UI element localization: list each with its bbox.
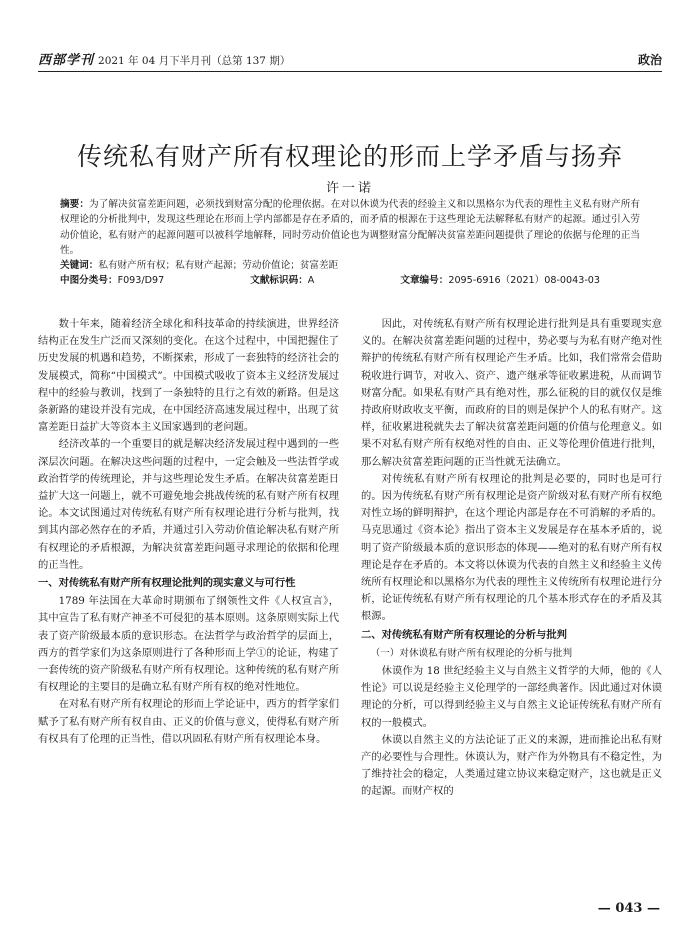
paragraph: 对传统私有财产所有权理论的批判是必要的，同时也是可行的。因为传统私有财产所有权理论是资产阶级对私有财产所有权绝对性立场的鲜明辩护，在这个理论内部是存在不可消解的矛盾的。马克思通过《资本论》指出了资本主义发展是存在基本矛盾的，说明了资产阶级最本质的意识形态的体现——绝对的私有财产所有权理论是存在矛盾的。本文将以休谟为代表的自然主义和经验主义传统所有权理论和以黑格尔为代表的理性主义传统所有权理论进行分析，论证传统私有财产所有权理论的几个基本形式存在的矛盾及其根源。: [361, 472, 662, 623]
paragraph: 在对私有财产所有权理论的形而上学论证中，西方的哲学家们赋予了私有财产所有权自由、正义的价值与意义，使得私有财产所有权具有了伦理的正当性，借以巩固私有财产所有权理论本身。: [38, 698, 339, 745]
doc-code-value: A: [307, 275, 315, 287]
doc-code-label: 文献标识码：: [250, 275, 308, 287]
section-heading-2: 二、对传统私有财产所有权理论的分析与批判: [361, 628, 567, 641]
author-name: 许一诺: [325, 181, 374, 196]
left-column: [38, 316, 339, 902]
paragraph: 因此，对传统私有财产所有权理论进行批判是具有重要现实意义的。在解决贫富差距问题的过程中，势必要与为私有财产绝对性辩护的传统私有财产所有权理论产生矛盾。比如，我们常常会借助税收进行调节，对收入、资产、遗产继承等征收累进税，从而调节财富分配。如果私有财产具有绝对性，那么征税的目的就仅仅是维持政府财政收支平衡，而政府的目的则是保护个人的私有财产。这样，征收累进税就失去了解决贫富差距问题的价值与伦理意义。如果不对私有财产所有权绝对性的自由、正义等伦理价值进行批判，那么解决贫富差距问题的正当性就无法确立。: [361, 318, 662, 468]
paragraph: 休谟作为 18 世纪经验主义与自然主义哲学的大师，他的《人性论》可以说是经验主义伦理学的一部经典著作。因此通过对休谟理论的分析，可以得到经验主义与自然主义论证传统私有财产所有权的一般模式。: [361, 665, 662, 729]
abstract-label: 摘要：: [60, 199, 90, 210]
keywords-text: 私有财产所有权；私有财产起源；劳动价值论；贫富差距: [98, 260, 339, 272]
paragraph: 经济改革的一个重要目的就是解决经济发展过程中遇到的一些深层次问题。在解决这些问题的过程中，一定会触及一些法哲学或政治哲学的传统理论，并与这些理论发生矛盾。在解决贫富差距日益扩大这一问题上，就不可避免地会挑战传统的私有财产所有权理论。本文试图通过对传统私有财产所有权理论进行分析与批判，找到其内部必然存在的矛盾，并通过引入劳动价值论解决私有财产所有权理论的矛盾根源，为解决贫富差距问题寻求理论的依据和伦理的正当性。: [38, 438, 339, 571]
abstract-block: [60, 197, 640, 289]
clc-label: 中图分类号：: [60, 275, 118, 287]
page-number: — 043 —: [597, 901, 660, 916]
clc-value: F093/D97: [117, 275, 165, 287]
section-heading-1: 一、对传统私有财产所有权理论批判的现实意义与可行性: [38, 577, 296, 590]
classification-line: [60, 273, 640, 288]
doc-code: [250, 273, 314, 288]
abstract: [60, 197, 640, 258]
article-title: 传统私有财产所有权理论的形而上学矛盾与扬弃: [76, 141, 623, 171]
issue-info: 2021 年 04 月下半月刊（总第 137 期）: [98, 55, 291, 67]
body-columns: [38, 316, 662, 902]
running-header: [38, 48, 662, 72]
article-number: [400, 273, 600, 288]
clc-code: [60, 273, 164, 288]
paragraph: 休谟以自然主义的方法论证了正义的来源，进而推论出私有财产的必要性与合理性。休谟认为，财产作为外物具有不稳定性，为了维持社会的稳定，人类通过建立协议来稳定财产，这也就是正义的起源。而财产权的: [361, 733, 662, 798]
section-label: 政治: [637, 53, 662, 67]
abstract-text: 为了解决贫富差距问题，必须找到财富分配的伦理依据。在对以休谟为代表的经验主义和以黑格尔为代表的理性主义私有财产所有权理论的分析批判中，发现这些理论在形而上学内部都是存在矛盾的，而矛盾的根源在于这些理论无法解释私有财产的起源。通过引入劳动价值论，私有财产的起源问题可以被科学地解释，同时劳动价值论也为调整财富分配解决贫富差距问题提供了理论的依据与伦理的正当性。: [60, 199, 641, 256]
keywords: [60, 258, 640, 273]
journal-name: 西部学刊: [38, 53, 95, 68]
article-no-label: 文章编号：: [400, 275, 449, 287]
right-column: [361, 316, 662, 902]
article-no-value: 2095-6916（2021）08-0043-03: [448, 275, 600, 287]
journal-info: [38, 49, 290, 68]
paragraph: 1789 年法国在大革命时期颁布了纲领性文件《人权宣言》，其中宣告了私有财产神圣不可侵犯的基本原则。这条原则实际上代表了资产阶级最本质的意识形态。在法哲学与政治哲学的层面上，西方的哲学家们为这条原则进行了各种形而上学①的论证，构建了一套传统的资产阶级私有财产所有权理论。这种传统的私有财产所有权理论的主要目的是确立私有财产所有权的绝对性地位。: [38, 595, 339, 694]
paragraph: 数十年来，随着经济全球化和科技革命的持续演进，世界经济结构正在发生广泛而又深刻的变化。在这个过程中，中国把握住了历史发展的机遇和趋势，不断探索，形成了一套独特的经济社会的发展模式，简称“中国模式”。中国模式吸收了资本主义经济发展过程中的经验与教训，找到了一条独特的且行之有效的新路。但是这条新路的建设并没有完成，在中国经济高速发展过程中，出现了贫富差距日益扩大等资本主义国家遇到的老问题。: [38, 318, 339, 434]
keywords-label: 关键词：: [60, 260, 99, 272]
subsection-heading: （一）对休谟私有财产所有权理论的分析与批判: [370, 647, 573, 659]
